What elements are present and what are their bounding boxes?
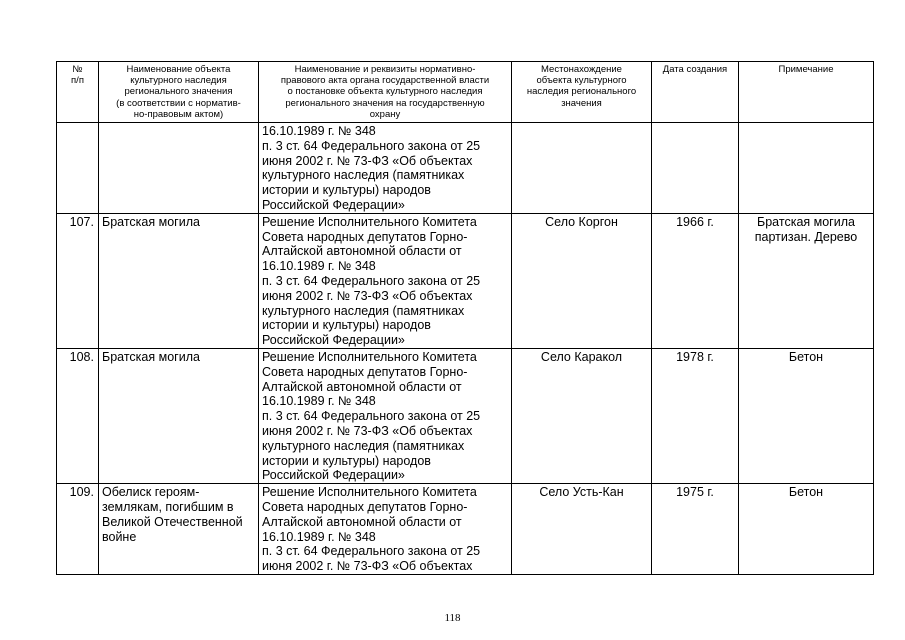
row-object-name: Братская могила bbox=[99, 213, 259, 348]
table-row bbox=[57, 348, 874, 483]
row-note: Бетон bbox=[739, 484, 874, 575]
row-note bbox=[739, 123, 874, 214]
row-creation-date: 1978 г. bbox=[652, 348, 739, 483]
table-row bbox=[57, 213, 874, 348]
table-row bbox=[57, 123, 874, 214]
header-location: Местонахождение объекта культурного наследия регионального значения bbox=[512, 62, 652, 123]
row-number: 109. bbox=[57, 484, 99, 575]
row-legal-act: Решение Исполнительного Комитета Совета народных депутатов Горно- Алтайской автономной области от 16.10.1989 г. № 348 п. 3 ст. 64 Федерального закона от 25 июня 2002 г. № 73-ФЗ «Об объектах bbox=[259, 484, 512, 575]
row-location bbox=[512, 123, 652, 214]
row-number bbox=[57, 123, 99, 214]
row-number: 108. bbox=[57, 348, 99, 483]
header-legal-act: Наименование и реквизиты нормативно- правового акта органа государственной власти о постановке объекта культурного наследия регионального значения на государственную охрану bbox=[259, 62, 512, 123]
row-number: 107. bbox=[57, 213, 99, 348]
row-legal-act: Решение Исполнительного Комитета Совета народных депутатов Горно- Алтайской автономной области от 16.10.1989 г. № 348 п. 3 ст. 64 Федерального закона от 25 июня 2002 г. № 73-ФЗ «Об объектах культурного наследия (памятниках истории и культуры) народов Российской Федерации» bbox=[259, 348, 512, 483]
row-location: Село Каракол bbox=[512, 348, 652, 483]
row-object-name bbox=[99, 123, 259, 214]
row-location: Село Коргон bbox=[512, 213, 652, 348]
table-header-row bbox=[57, 62, 874, 123]
row-note: Братская могила партизан. Дерево bbox=[739, 213, 874, 348]
row-creation-date: 1966 г. bbox=[652, 213, 739, 348]
row-object-name: Братская могила bbox=[99, 348, 259, 483]
header-number: № п/п bbox=[57, 62, 99, 123]
row-note: Бетон bbox=[739, 348, 874, 483]
header-creation-date: Дата создания bbox=[652, 62, 739, 123]
table-row bbox=[57, 484, 874, 575]
row-creation-date bbox=[652, 123, 739, 214]
header-note: Примечание bbox=[739, 62, 874, 123]
row-location: Село Усть-Кан bbox=[512, 484, 652, 575]
heritage-objects-table bbox=[56, 61, 874, 575]
row-creation-date: 1975 г. bbox=[652, 484, 739, 575]
row-legal-act: 16.10.1989 г. № 348 п. 3 ст. 64 Федерального закона от 25 июня 2002 г. № 73-ФЗ «Об объектах культурного наследия (памятниках истории и культуры) народов Российской Федерации» bbox=[259, 123, 512, 214]
row-legal-act: Решение Исполнительного Комитета Совета народных депутатов Горно- Алтайской автономной области от 16.10.1989 г. № 348 п. 3 ст. 64 Федерального закона от 25 июня 2002 г. № 73-ФЗ «Об объектах культурного наследия (памятниках истории и культуры) народов Российской Федерации» bbox=[259, 213, 512, 348]
row-object-name: Обелиск героям- землякам, погибшим в Великой Отечественной войне bbox=[99, 484, 259, 575]
header-object-name: Наименование объекта культурного наследия регионального значения (в соответствии с норматив- но-правовым актом) bbox=[99, 62, 259, 123]
page-number: 118 bbox=[444, 612, 461, 624]
